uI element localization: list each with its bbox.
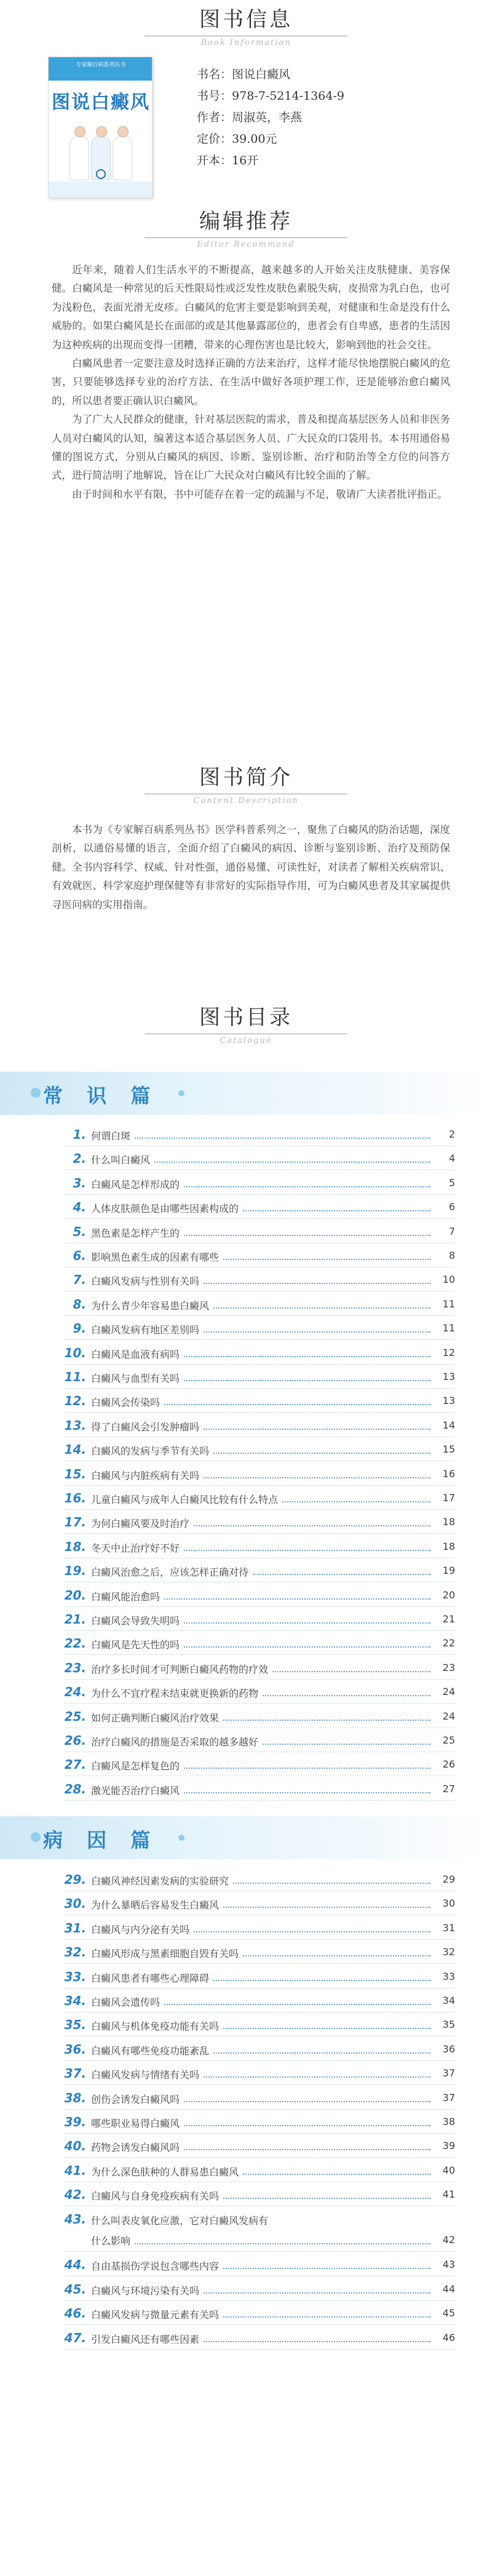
catalogue-item[interactable] <box>64 1965 455 1988</box>
catalogue-item[interactable] <box>64 1680 455 1704</box>
catalogue-item[interactable] <box>64 1123 455 1146</box>
item-page: 40 <box>434 2164 455 2176</box>
item-page: 2 <box>434 1128 455 1140</box>
item-page: 8 <box>434 1250 455 1261</box>
item-title: 得了白癜风会引发肿瘤吗 <box>91 1419 203 1434</box>
item-page: 29 <box>434 1873 455 1885</box>
item-page: 12 <box>434 1347 455 1358</box>
circle-deco-icon <box>178 1835 184 1841</box>
item-number: 10. <box>64 1345 86 1360</box>
item-number: 41. <box>64 2163 86 2178</box>
catalogue-item[interactable] <box>64 2159 455 2182</box>
book-info-list <box>197 64 467 172</box>
content-description-section <box>0 764 492 911</box>
catalogue-item[interactable] <box>64 1365 455 1389</box>
item-title: 白癜风发病有地区差别吗 <box>91 1322 203 1336</box>
item-title: 白癜风与内分泌有关吗 <box>91 1922 193 1936</box>
item-page: 19 <box>434 1565 455 1576</box>
row-divider <box>64 1654 455 1655</box>
circle-deco-icon <box>31 1832 41 1842</box>
recommend-body <box>52 261 450 504</box>
item-page: 46 <box>434 2332 455 2343</box>
info-row-author: 作者：周淑英，李燕 <box>197 111 303 124</box>
catalogue-item[interactable] <box>64 2302 455 2325</box>
item-number: 34. <box>64 1993 86 2008</box>
item-title: 白癜风会传染吗 <box>91 1395 164 1409</box>
catalogue-heading <box>0 1004 492 1045</box>
item-title: 为什么深色肤种的人群易患白癜风 <box>91 2164 242 2179</box>
item-title: 为什么暴晒后容易发生白癜风 <box>91 1897 223 1912</box>
catalogue-item[interactable] <box>64 2038 455 2061</box>
catalogue-item[interactable] <box>64 2207 455 2252</box>
item-number: 43. <box>64 2211 86 2227</box>
item-page: 13 <box>434 1371 455 1382</box>
row-divider <box>64 1606 455 1607</box>
item-title: 哪些职业易得白癜风 <box>91 2116 183 2130</box>
row-divider <box>64 1963 455 1964</box>
catalogue-item[interactable] <box>64 2183 455 2206</box>
row-divider <box>64 1388 455 1389</box>
item-title: 白癜风是怎样复色的 <box>91 1758 183 1772</box>
heading-en: Editor Recommend <box>197 240 295 249</box>
item-title: 白癜风与内脏疾病有关吗 <box>91 1468 203 1482</box>
item-page: 33 <box>434 1971 455 1982</box>
item-page: 10 <box>434 1274 455 1285</box>
row-divider <box>64 1194 455 1195</box>
publisher-logo-icon <box>96 169 106 179</box>
catalogue-item[interactable] <box>64 1777 455 1801</box>
brief-paragraph: 本书为《专家解百病系列丛书》医学科普系列之一，聚焦了白癜风的防治话题，深度剖析，以通俗易懂的语言，全面介绍了白癜风的病因、诊断与鉴别诊断、治疗及预防保健。全书内容科学、权威、针对性强，通俗易懂、可读性好，对读者了解相关疾病常识、有效就医、科学家庭护理保健等有非常好的实际指导作用，可为白癜风患者及其家属提供寻医问病的实用指南。 <box>52 824 450 911</box>
item-number: 4. <box>73 1200 86 1215</box>
catalogue-item[interactable] <box>64 2134 455 2158</box>
item-page: 25 <box>434 1734 455 1746</box>
catalogue-item[interactable] <box>64 1584 455 1607</box>
row-divider <box>64 2324 455 2325</box>
item-number: 2. <box>73 1151 86 1166</box>
item-number: 42. <box>64 2187 86 2203</box>
item-page: 23 <box>434 1662 455 1673</box>
item-title: 什么叫白癜风 <box>91 1152 154 1166</box>
item-page: 43 <box>434 2259 455 2270</box>
item-number: 37. <box>64 2066 86 2081</box>
item-number: 3. <box>73 1175 86 1190</box>
item-title: 自由基损伤学说包含哪些内容 <box>91 2259 223 2273</box>
catalogue-item[interactable] <box>64 1916 455 1940</box>
item-number: 19. <box>64 1563 86 1579</box>
item-page: 35 <box>434 2019 455 2030</box>
catalogue-item[interactable] <box>64 1705 455 1728</box>
item-number: 26. <box>64 1733 86 1748</box>
info-row-title: 书名：图说白癜风 <box>197 68 291 81</box>
item-title: 为什么青少年容易患白癜风 <box>91 1298 213 1312</box>
item-title: 治疗白癜风的措施是否采取的越多越好 <box>91 1734 262 1749</box>
item-page: 15 <box>434 1443 455 1455</box>
item-number: 8. <box>73 1296 86 1312</box>
item-page: 14 <box>434 1419 455 1431</box>
item-page: 24 <box>434 1686 455 1697</box>
item-title: 什么叫表皮氧化应激，它对白癜风发病有 <box>91 2213 272 2227</box>
item-page: 36 <box>434 2043 455 2055</box>
item-number: 46. <box>64 2306 86 2321</box>
catalogue-item[interactable] <box>64 1293 455 1316</box>
book-info-heading <box>0 6 492 47</box>
heading-cn: 图书目录 <box>199 1005 293 1030</box>
item-page: 41 <box>434 2188 455 2200</box>
item-number: 16. <box>64 1491 86 1505</box>
item-number: 35. <box>64 2017 86 2033</box>
book-info-section <box>0 0 492 203</box>
item-number: 25. <box>64 1709 86 1724</box>
catalogue-item[interactable] <box>64 1486 455 1510</box>
catalogue-item[interactable] <box>64 1389 455 1413</box>
item-number: 23. <box>64 1660 86 1675</box>
heading-en: Content Description <box>193 796 299 805</box>
item-title: 白癜风是怎样形成的 <box>91 1177 183 1191</box>
catalogue-item[interactable] <box>64 2278 455 2301</box>
item-title: 白癜风治愈之后，应该怎样正确对待 <box>91 1565 252 1579</box>
catalogue-item[interactable] <box>64 2062 455 2085</box>
item-number: 24. <box>64 1685 86 1700</box>
item-page: 31 <box>434 1922 455 1934</box>
item-number: 45. <box>64 2281 86 2297</box>
catalogue-item[interactable] <box>64 1989 455 2012</box>
catalogue-section-band <box>0 1072 492 1115</box>
item-title: 治疗多长时间才可判断白癜风药物的疗效 <box>91 1662 272 1676</box>
item-title: 白癜风是先天性的吗 <box>91 1637 183 1651</box>
item-title: 白癜风发病与性别有关吗 <box>91 1274 203 1288</box>
item-title: 如何正确判断白癜风治疗效果 <box>91 1710 223 1725</box>
item-page: 16 <box>434 1468 455 1480</box>
row-divider <box>64 1630 455 1631</box>
row-divider <box>64 2109 455 2110</box>
item-number: 33. <box>64 1969 86 1984</box>
catalogue-item[interactable] <box>64 1268 455 1291</box>
catalogue-item[interactable] <box>64 1195 455 1219</box>
item-title: 白癜风神经因素发病的实验研究 <box>91 1873 232 1888</box>
item-number: 28. <box>64 1781 86 1796</box>
item-title-continued: 什么影响 <box>91 2233 134 2247</box>
row-divider <box>64 1218 455 1219</box>
catalogue-item[interactable] <box>64 1656 455 1680</box>
catalogue-item[interactable] <box>64 1220 455 1243</box>
item-title: 白癜风与环境污染有关吗 <box>91 2283 203 2297</box>
heading-cn: 图书信息 <box>199 7 293 32</box>
item-number: 36. <box>64 2041 86 2057</box>
catalogue-section-label: 常 识 篇 <box>43 1084 159 1107</box>
row-divider <box>64 1679 455 1680</box>
book-cover <box>48 57 153 198</box>
catalogue-item[interactable] <box>64 1559 455 1582</box>
row-divider <box>64 2349 455 2350</box>
row-divider <box>64 1509 455 1510</box>
row-divider <box>64 1412 455 1413</box>
catalogue-item[interactable] <box>64 2013 455 2036</box>
item-page: 4 <box>434 1152 455 1164</box>
cover-series: 专家解百病系列丛书 <box>76 62 126 68</box>
item-title: 冬天中止治疗好不好 <box>91 1541 183 1555</box>
item-page: 38 <box>434 2116 455 2127</box>
item-page: 18 <box>434 1516 455 1528</box>
row-divider <box>64 1800 455 1801</box>
catalogue-item[interactable] <box>64 1892 455 1915</box>
cover-title: 图说白癜风 <box>52 92 150 113</box>
item-number: 29. <box>64 1872 86 1887</box>
item-page: 44 <box>434 2283 455 2295</box>
info-row-price: 定价：39.00元 <box>197 132 277 146</box>
item-page: 22 <box>434 1637 455 1649</box>
item-title: 白癜风发病与情绪有关吗 <box>91 2067 203 2081</box>
item-page: 11 <box>434 1298 455 1310</box>
row-divider <box>64 2300 455 2301</box>
item-title: 白癜风会遗传吗 <box>91 1995 164 2009</box>
item-page: 30 <box>434 1897 455 1909</box>
item-page: 37 <box>434 2067 455 2079</box>
item-page: 45 <box>434 2307 455 2319</box>
item-page: 24 <box>434 1710 455 1722</box>
item-number: 21. <box>64 1612 86 1627</box>
row-divider <box>64 2251 455 2252</box>
row-divider <box>64 1485 455 1486</box>
item-number: 32. <box>64 1945 86 1960</box>
item-title: 白癜风有哪些免疫功能紊乱 <box>91 2043 213 2057</box>
item-page: 26 <box>434 1758 455 1770</box>
item-title: 药物会诱发白癜风吗 <box>91 2140 183 2154</box>
heading-rule <box>145 237 347 238</box>
catalogue-item[interactable] <box>64 1868 455 1891</box>
item-number: 15. <box>64 1466 86 1481</box>
item-page: 21 <box>434 1613 455 1625</box>
item-number: 44. <box>64 2257 86 2273</box>
row-divider <box>64 1315 455 1316</box>
info-row-isbn: 书号：978-7-5214-1364-9 <box>197 89 344 103</box>
catalogue-item[interactable] <box>64 1171 455 1195</box>
item-number: 6. <box>73 1248 86 1263</box>
catalogue-item[interactable] <box>64 1341 455 1365</box>
catalogue-item[interactable] <box>64 1632 455 1655</box>
row-divider <box>64 1364 455 1365</box>
item-title: 影响黑色素生成的因素有哪些 <box>91 1250 223 1264</box>
doctor-figure-icon <box>69 136 89 180</box>
item-page: 7 <box>434 1226 455 1237</box>
catalogue-item[interactable] <box>64 2253 455 2276</box>
item-number: 5. <box>73 1224 86 1239</box>
item-title: 白癜风患者有哪些心理障碍 <box>91 1971 213 1985</box>
row-divider <box>64 2133 455 2134</box>
item-title: 白癜风与血型有关吗 <box>91 1371 183 1385</box>
dot-leader <box>91 1138 430 1139</box>
catalogue-item[interactable] <box>64 1244 455 1267</box>
item-number: 18. <box>64 1539 86 1554</box>
info-row-format: 开本：16开 <box>197 154 259 167</box>
item-number: 9. <box>73 1321 86 1336</box>
item-title: 黑色素是怎样产生的 <box>91 1226 183 1240</box>
catalogue-item[interactable] <box>64 1414 455 1437</box>
item-title: 白癜风会导致失明吗 <box>91 1613 183 1627</box>
item-title: 白癜风发病与微量元素有关吗 <box>91 2307 223 2321</box>
row-divider <box>64 1703 455 1704</box>
item-number: 12. <box>64 1394 86 1409</box>
heading-en: Book Information <box>200 38 292 47</box>
item-number: 31. <box>64 1920 86 1936</box>
item-number: 47. <box>64 2330 86 2345</box>
item-page: 37 <box>434 2092 455 2103</box>
item-number: 22. <box>64 1636 86 1651</box>
item-title: 创伤会诱发白癜风吗 <box>91 2092 183 2106</box>
item-title: 人体皮肤颜色是由哪些因素构成的 <box>91 1201 242 1215</box>
item-page: 11 <box>434 1322 455 1334</box>
editor-recommend-section <box>0 208 492 500</box>
catalogue-section-label: 病 因 篇 <box>43 1828 159 1852</box>
recommend-paragraph: 白癜风患者一定要注意及时选择正确的方法来治疗，这样才能尽快地摆脱白癜风的危害，只要能够选择专业的治疗方法、在生活中做好各项护理工作，还是能够治愈白癜风的，所以患者要正确认识白癜风。 <box>52 357 450 407</box>
row-divider <box>64 2060 455 2061</box>
recommend-paragraph: 近年来，随着人们生活水平的不断提高，越来越多的人开始关注皮肤健康、美容保健。白癜风是一种常见的后天性限局性或泛发性皮肤色素脱失病，皮损常为乳白色，也可为浅粉色，表面光滑无皮疹。白癜风的危害主要是影响到美观，对健康和生命是没有什么威胁的。如果白癜风是长在面部的或是其他暴露部位的，患者会有自卑感，患者的生活因为这种疾病的出现而变得一团糟，带来的心理伤害也是比较大，影响到他的社会交往。 <box>52 264 450 351</box>
item-number: 38. <box>64 2090 86 2105</box>
catalogue-item[interactable] <box>64 1510 455 1534</box>
item-title: 白癜风与机体免疫功能有关吗 <box>91 2019 223 2033</box>
item-number: 11. <box>64 1370 86 1384</box>
item-number: 14. <box>64 1442 86 1457</box>
item-page: 5 <box>434 1177 455 1189</box>
circle-deco-icon <box>31 1088 41 1098</box>
item-title: 白癜风能治愈吗 <box>91 1589 164 1603</box>
item-number: 1. <box>73 1127 86 1142</box>
dot-leader <box>91 2243 430 2244</box>
item-page: 17 <box>434 1492 455 1504</box>
item-page: 39 <box>434 2140 455 2151</box>
row-divider <box>64 2084 455 2085</box>
item-page: 42 <box>434 2234 455 2246</box>
catalogue-item[interactable] <box>64 1940 455 1964</box>
item-title: 白癜风的发病与季节有关吗 <box>91 1443 213 1457</box>
catalogue-item[interactable] <box>64 1535 455 1558</box>
heading-cn: 图书简介 <box>199 765 293 790</box>
cover-ground <box>49 181 153 197</box>
catalogue-item[interactable] <box>64 1608 455 1631</box>
item-number: 7. <box>73 1272 86 1288</box>
item-title: 为何白癜风要及时治疗 <box>91 1516 193 1530</box>
catalogue-section-band <box>0 1816 492 1859</box>
row-divider <box>64 1339 455 1340</box>
heading-en: Catalogue <box>220 1036 272 1045</box>
doctor-figure-icon <box>113 136 132 180</box>
item-page: 13 <box>434 1395 455 1406</box>
catalogue-item[interactable] <box>64 1147 455 1170</box>
item-number: 30. <box>64 1896 86 1912</box>
item-page: 27 <box>434 1783 455 1795</box>
item-page: 32 <box>434 1946 455 1958</box>
item-title: 白癜风与自身免疫疾病有关吗 <box>91 2188 223 2203</box>
row-divider <box>64 1533 455 1534</box>
catalogue-item[interactable] <box>64 2086 455 2110</box>
item-title: 引发白癜风还有哪些因素 <box>91 2332 203 2346</box>
item-number: 20. <box>64 1587 86 1603</box>
item-title: 白癜风是血液有病吗 <box>91 1347 183 1361</box>
item-page: 34 <box>434 1995 455 2006</box>
catalogue-item[interactable] <box>64 1729 455 1752</box>
item-number: 17. <box>64 1515 86 1530</box>
item-title: 儿童白癜风与成年人白癜风比较有什么特点 <box>91 1492 282 1506</box>
item-number: 39. <box>64 2115 86 2129</box>
recommend-paragraph: 为了广大人民群众的健康，针对基层医院的需求，普及和提高基层医务人员和非医务人员对白癜风的认知，编著这本适合基层医务人员、广大民众的口袋用书。本书用通俗易懂的图说方式，分别从白癜风的病因、诊断、鉴别诊断、治疗和防治等全方位的问答方式，进行简洁明了地解说，旨在让广大民众对白癜风有比较全面的了解。 <box>52 413 450 482</box>
catalogue-item[interactable] <box>64 1462 455 1486</box>
item-page: 18 <box>434 1541 455 1552</box>
item-title: 激光能否治疗白癜风 <box>91 1783 183 1797</box>
item-title: 为什么不宜疗程未结束就更换新的药物 <box>91 1686 262 1700</box>
recommend-paragraph: 由于时间和水平有限，书中可能存在着一定的疏漏与不足，敬请广大读者批评指正。 <box>72 488 448 500</box>
catalogue-item[interactable] <box>64 2110 455 2134</box>
catalogue-item[interactable] <box>64 1438 455 1461</box>
item-number: 13. <box>64 1418 86 1433</box>
heading-cn: 编辑推荐 <box>199 209 293 234</box>
item-page: 20 <box>434 1589 455 1601</box>
item-number: 27. <box>64 1757 86 1772</box>
catalogue-item[interactable] <box>64 1753 455 1776</box>
catalogue-item[interactable] <box>64 1317 455 1340</box>
circle-deco-icon <box>178 1090 184 1096</box>
brief-body <box>52 821 450 914</box>
row-divider <box>64 1939 455 1940</box>
brief-heading <box>0 764 492 805</box>
catalogue-item[interactable] <box>64 2326 455 2350</box>
item-title: 白癜风形成与黑素细胞自毁有关吗 <box>91 1946 242 1960</box>
row-divider <box>64 2157 455 2158</box>
recommend-heading <box>0 208 492 249</box>
item-number: 40. <box>64 2139 86 2154</box>
item-page: 6 <box>434 1201 455 1213</box>
item-title: 何谓白斑 <box>91 1128 134 1142</box>
